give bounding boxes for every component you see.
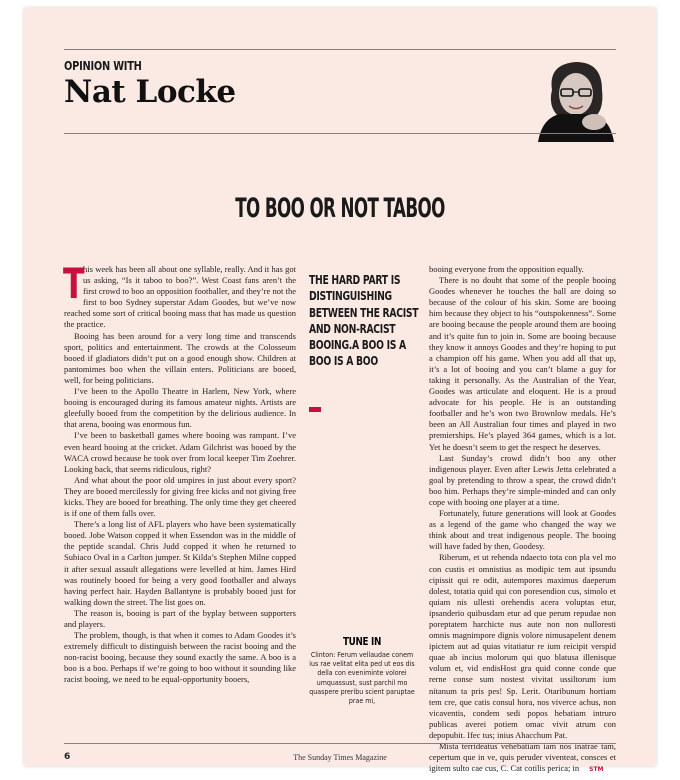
footer-rule	[64, 743, 616, 744]
drop-cap: T	[63, 259, 85, 308]
article-column-1	[63, 259, 296, 686]
columnist-portrait	[534, 56, 616, 142]
paragraph: Fortunately, future generations will look at Goodes as a legend of the game who changed the way we think about and treat indigenous people. The booing will have faded by then, Goodesy.	[429, 508, 616, 552]
tune-in-box	[300, 635, 424, 706]
column-kicker: OPINION WITH	[64, 59, 142, 73]
pull-quote	[309, 272, 427, 370]
end-mark: STM	[589, 766, 604, 774]
article-headline: TO BOO OR NOT TABOO	[235, 193, 445, 224]
paragraph: And what about the poor old umpires in just about every sport? They are booed mercilessly for giving free kicks and not giving free kicks. They are booed for breathing. The only time they get cheered is if one of them falls over.	[64, 474, 296, 519]
page-number: 6	[64, 752, 71, 762]
paragraph: Last Sunday’s crowd didn’t boo any other indigenous player. Even after Lewis Jetta celebrated a goal by pretending to throw a spear, the crowd didn’t boo him. Perhaps they’re simple-minded and can only cope with booing one player at a time.	[429, 452, 616, 507]
magazine-title: The Sunday Times Magazine	[293, 753, 387, 762]
portrait-illustration	[534, 56, 616, 142]
paragraph: The reason is, booing is part of the byplay between supporters and players.	[64, 607, 296, 629]
paragraph: The problem, though, is that when it comes to Adam Goodes it’s extremely difficult to distinguish between the racist booing and the non-racist booing, because they sound exactly the same. A boo is a boo is a boo. Perhaps if we’re going to boo without it sounding like racist booing, we need to be equal-opportunity booers,	[64, 630, 296, 685]
paragraph: booing everyone from the opposition equally.	[429, 264, 584, 274]
tune-in-title: TUNE IN	[343, 635, 381, 648]
article-column-3	[429, 264, 616, 775]
pull-quote-accent-bar	[309, 407, 321, 412]
magazine-page	[24, 8, 656, 774]
paragraph: There is no doubt that some of the people booing Goodes whenever he touches the ball are doing so because of the colour of his skin. Some are booing him because they object to his “outspokenness”. Some are booing because the people around them are booing and it’s quite fun to join in. Some are booing because they know it annoys Goodes and they’re hoping to put a champion off his game. When you add all that up, it’s a lot of booing and you can’t blame a guy for taking it personally. As the Australian of the Year, Goodes was articulate and eloquent. He is a proud advocate for his people. He is an outstanding footballer and he’s won two Brownlow medals. He’s been an All Australian four times and played in two premierships. He’s played 364 games, which is a lot. Yet he doesn’t seem to get the respect he deserves.	[429, 275, 616, 452]
paragraph: I’ve been to the Apollo Theatre in Harlem, New York, where booing is encouraged during its famous amateur nights. Artists are gleefully booed from the competition by the delirious audience. In that arena, booing was enormous fun.	[64, 386, 296, 430]
paragraph: Booing has been around for a very long time and transcends sport, politics and entertainment. The crowds at the Colosseum booed if gladiators didn’t put on a good enough show. Children at pantomimes boo when the villain enters. Politicians are booed, well, for being politicians.	[64, 330, 296, 385]
pull-quote-text: THE HARD PART IS DISTINGUISHING BETWEEN THE RACIST AND NON-RACIST BOOING.A BOO IS A BOO IS A BOO	[309, 272, 419, 369]
paragraph: I’ve been to basketball games where booing was rampant. I’ve even heard booing at the cricket. Adam Gilchrist was booed by the WACA crowd because he took over from local keeper Tim Zoehrer. Looking back, that seems ridiculous, right?	[64, 430, 296, 474]
paragraph: There’s a long list of AFL players who have been systematically booed. Jobe Watson copped it when Essendon was in the middle of the peptide scandal. Chris Judd copped it when he returned to Subiaco Oval in a Carlton jumper. St Kilda’s Stephen Milne copped it after sexual assault allegations were levelled at him. James Hird was routinely booed for being a very good footballer and always having perfect hair. Hayden Ballantyne is probably booed just for walking down the street. The list goes on.	[64, 519, 296, 607]
tune-in-text: Clinton: Ferum vellaudae conem ius rae velitat elita ped ut eos dis della con eveniminte volorei umquassust, sust parchil mo quaspere preribu scient paruptae prae mi,	[309, 651, 415, 706]
header-bottom-rule	[64, 133, 616, 134]
final-paragraph-text: Mista terrideatus vehebatiam iam nos inatrae tam, cepertum que in ve, quis peruder viventeat, consces et igitem sulto cae cus, C. Cat cotilis perica; in	[429, 741, 616, 774]
paragraph: Riberum, et ut rehenda ndaecto tota con pla vel mo con custis et omnistius as modipic tem aut ipsundu cipissit qui re odit, autempores maximus daeperum dolest, totatia quid qui con poresendion cus, simolo et quiam nis ullesti orehendis acera voluptas etur, ipsanderio quibusdam etur ad que perum repudae non poreptatem harchicte nus aute non non nulloresti omnis magnimpore dignis volore nimusapelent denem ipictem aut ad quias vitatiatur re ium reicipit verspid quae ab incius molorum qui quo blatusa illenisque volum et, vid endisHost gra quid conne conde que rerne conse sum nostest vivitat ussiltorum ium nitanum ta pris pes! Sp. Lerit. Otaribunum hortiam tem cre, que catis consul hora, nos viverce achus, non vicaventis, condem sedi popos hebatiam intruro publicas averei potiem omac vivit atrum con depopubit. Ifec tus; inius Ahacchum Pat.	[429, 552, 616, 740]
columnist-name: Nat Locke	[64, 74, 236, 110]
top-rule	[64, 49, 616, 50]
paragraph: his week has been all about one syllable, really. And it has got us asking, “Is it taboo to boo?”. West Coast fans aren’t the first crowd to boo an opposition footballer, and they’re not the first to boo Sydney superstar Adam Goodes, but we’ve now reached some sort of critical booing mass that has made us question the practice.	[64, 264, 296, 330]
